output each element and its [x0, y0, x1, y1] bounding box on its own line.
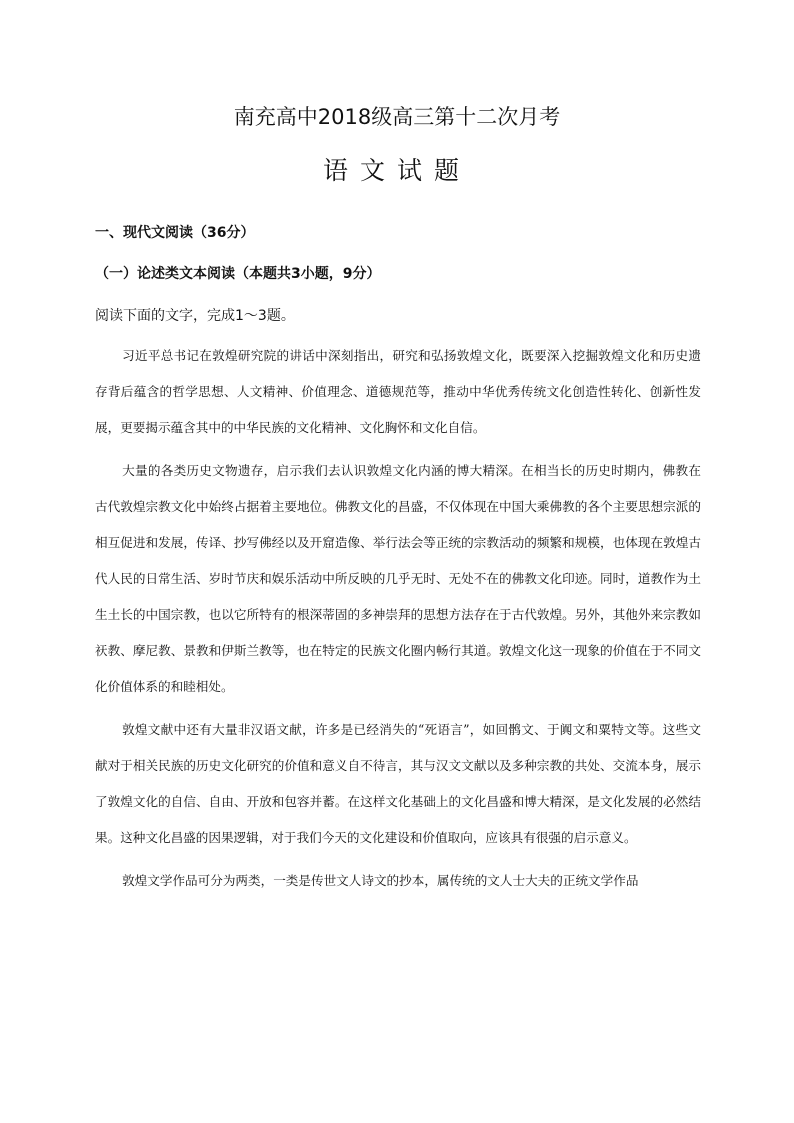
passage-paragraph-1: 习近平总书记在敦煌研究院的讲话中深刻指出，研究和弘扬敦煌文化，既要深入挖掘敦煌文化和历史遗存背后蕴含的哲学思想、人文精神、价值理念、道德规范等，推动中华优秀传统文化创造性转化、创新性发展，更要揭示蕴含其中的中华民族的文化精神、文化胸怀和文化自信。 [95, 348, 701, 435]
exam-title: 南充高中2018级高三第十二次月考 [233, 105, 561, 129]
passage-paragraph-4: 敦煌文学作品可分为两类，一类是传世文人诗文的抄本，属传统的文人士大夫的正统文学作品 [122, 873, 639, 888]
part-heading: （一）论述类文本阅读（本题共3小题，9分） [95, 266, 381, 282]
section-heading: 一、现代文阅读（36分） [95, 225, 255, 241]
reading-passage [95, 338, 701, 906]
passage-paragraph-3: 敦煌文献中还有大量非汉语文献，许多是已经消失的“死语言”，如回鹘文、于阗文和粟特文等。这些文献对于相关民族的历史文化研究的价值和意义自不待言，其与汉文文献以及多种宗教的共处、交流本身，展示了敦煌文化的自信、自由、开放和包容并蓄。在这样文化基础上的文化昌盛和博大精深，是文化发展的必然结果。这种文化昌盛的因果逻辑，对于我们今天的文化建设和价值取向，应该具有很强的启示意义。 [95, 722, 701, 845]
subject-title: 语文试题 [322, 156, 471, 185]
passage-paragraph-2: 大量的各类历史文物遗存，启示我们去认识敦煌文化内涵的博大精深。在相当长的历史时期内，佛教在古代敦煌宗教文化中始终占据着主要地位。佛教文化的昌盛，不仅体现在中国大乘佛教的各个主要思想宗派的相互促进和发展，传译、抄写佛经以及开窟造像、举行法会等正统的宗教活动的频繁和规模，也体现在敦煌古代人民的日常生活、岁时节庆和娱乐活动中所反映的几乎无时、无处不在的佛教文化印迹。同时，道教作为土生土长的中国宗教，也以它所特有的根深蒂固的多神崇拜的思想方法存在于古代敦煌。另外，其他外来宗教如祆教、摩尼教、景教和伊斯兰教等，也在特定的民族文化圈内畅行其道。敦煌文化这一现象的价值在于不同文化价值体系的和睦相处。 [95, 463, 701, 694]
reading-instruction: 阅读下面的文字，完成1～3题。 [95, 308, 295, 324]
